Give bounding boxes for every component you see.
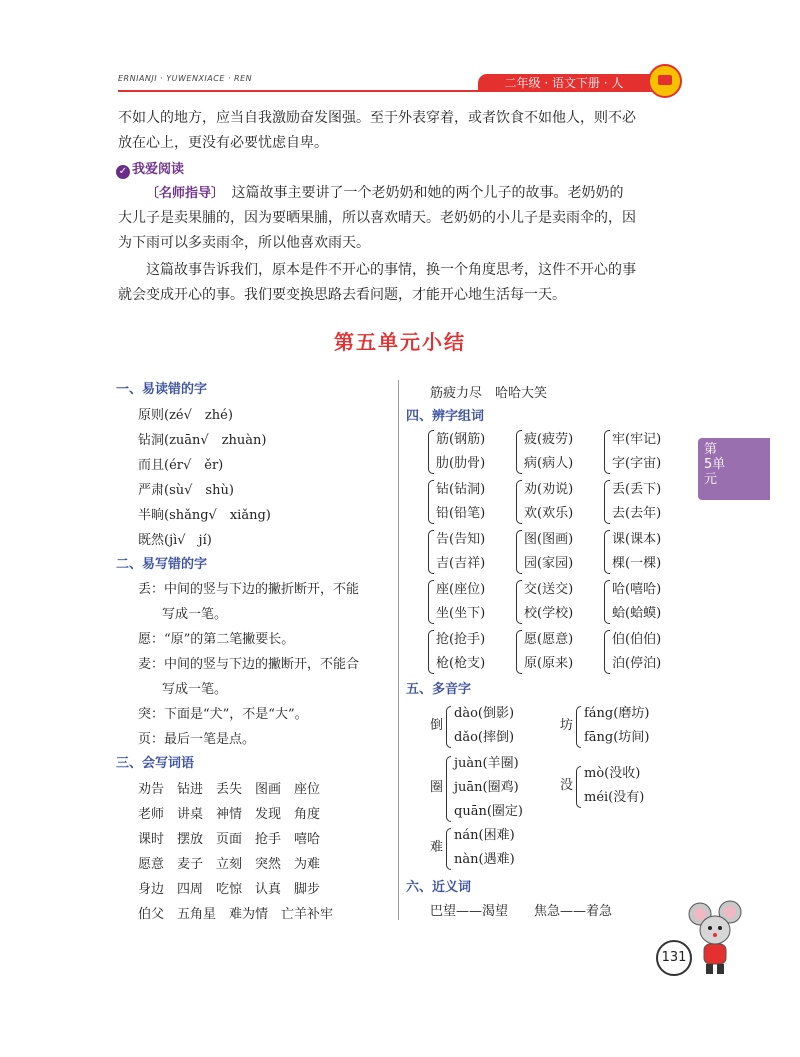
- words-row: 愿意 麦子 立刻 突然 为难: [138, 857, 321, 872]
- miswrite-item: 页：最后一笔是点。: [138, 732, 256, 747]
- header-book-title: 二年级 · 语文下册 · 人: [478, 74, 650, 92]
- distinguish-group: 疲(疲劳) 病(病人): [516, 428, 573, 476]
- book-logo-icon: [648, 64, 682, 98]
- distinguish-group: 交(送交) 校(学校): [516, 578, 573, 626]
- distinguish-group: 图(图画) 园(家园): [516, 528, 573, 576]
- miswrite-item: 丢：中间的竖与下边的撇折断开，不能: [138, 582, 360, 597]
- misread-item: 原则(zé√ zhé): [138, 408, 233, 423]
- reading-heading: ✓ 我爱阅读: [116, 158, 184, 179]
- distinguish-group: 抢(抢手) 枪(枪支): [428, 628, 485, 676]
- misread-item: 半晌(shǎng√ xiǎng): [138, 508, 271, 523]
- distinguish-group: 钻(钻洞) 铅(铅笔): [428, 478, 485, 526]
- guide-line-3: 为下雨可以多卖雨伞，所以他喜欢雨天。: [118, 235, 370, 251]
- intro-paragraph: [118, 106, 684, 156]
- mouse-mascot-icon: [686, 900, 746, 980]
- miswrite-item: 写成一笔。: [162, 682, 228, 697]
- guide-line-1: 这篇故事主要讲了一个老奶奶和她的两个儿子的故事。老奶奶的: [231, 185, 624, 201]
- unit-side-tab[interactable]: 第 5单 元: [698, 438, 770, 500]
- reading-lesson-paragraph: [118, 258, 684, 308]
- distinguish-group: 哈(嘻哈) 蛤(蛤蟆): [604, 578, 661, 626]
- header-series-text: ERNIANJI · YUWENXIACE · REN: [118, 74, 253, 83]
- intro-line-1: 不如人的地方，应当自我激励奋发图强。至于外表穿着，或者饮食不如他人，则不必: [118, 110, 636, 126]
- words-row: 身边 四周 吃惊 认真 脚步: [138, 882, 321, 897]
- check-icon: ✓: [116, 165, 130, 179]
- distinguish-group: 牢(牢记) 字(字宙): [604, 428, 661, 476]
- section-polyphone-title: 五、多音字: [406, 682, 472, 697]
- words-row: 劝告 钻进 丢失 图画 座位: [138, 782, 321, 797]
- miswrite-item: 写成一笔。: [162, 607, 228, 622]
- words-row: 伯父 五角星 难为情 亡羊补牢: [138, 907, 334, 922]
- miswrite-item: 愿：“原”的第二笔撇要长。: [138, 632, 295, 647]
- lesson-line-2: 就会变成开心的事。我们要变换思路去看问题，才能开心地生活每一天。: [118, 287, 566, 303]
- words-row-continued: 筋疲力尽 哈哈大笑: [430, 386, 548, 401]
- words-row: 老师 讲桌 神情 发现 角度: [138, 807, 321, 822]
- misread-item: 而且(ér√ ěr): [138, 458, 224, 473]
- misread-item: 钻洞(zuān√ zhuàn): [138, 433, 267, 448]
- section-misread-title: 一、易读错的字: [116, 382, 208, 397]
- distinguish-group: 丢(丢下) 去(去年): [604, 478, 661, 526]
- reading-guide-paragraph: [118, 181, 684, 256]
- synonyms-line: 巴望——渴望 焦急——着急: [430, 904, 613, 919]
- distinguish-group: 伯(伯伯) 泊(停泊): [604, 628, 661, 676]
- distinguish-group: 告(告知) 吉(吉祥): [428, 528, 485, 576]
- section-miswrite-title: 二、易写错的字: [116, 557, 208, 572]
- miswrite-item: 麦：中间的竖与下边的撇断开，不能合: [138, 657, 360, 672]
- lesson-line-1: 这篇故事告诉我们，原本是件不开心的事情，换一个角度思考，这件不开心的事: [146, 262, 636, 278]
- miswrite-item: 突：下面是“犬”，不是“大”。: [138, 707, 308, 722]
- unit-summary-title: 第五单元小结: [334, 330, 466, 354]
- distinguish-group: 愿(愿意) 原(原来): [516, 628, 573, 676]
- words-row: 课时 摆放 页面 抢手 嘻哈: [138, 832, 321, 847]
- distinguish-group: 课(课本) 棵(一棵): [604, 528, 661, 576]
- distinguish-group: 座(座位) 坐(坐下): [428, 578, 485, 626]
- page-number: 131: [656, 940, 692, 976]
- section-distinguish-title: 四、辨字组词: [406, 409, 485, 424]
- guide-line-2: 大儿子是卖果脯的，因为要晒果脯，所以喜欢晴天。老奶奶的小儿子是卖雨伞的，因: [118, 210, 636, 226]
- section-synonyms-title: 六、近义词: [406, 880, 472, 895]
- misread-item: 既然(jì√ jí): [138, 533, 212, 548]
- section-words-title: 三、会写词语: [116, 756, 195, 771]
- intro-line-2: 放在心上，更没有必要忧虑自卑。: [118, 135, 328, 151]
- misread-item: 严肃(sù√ shù): [138, 483, 234, 498]
- guide-label: 〔名师指导〕: [146, 186, 218, 201]
- column-divider: [398, 380, 399, 920]
- distinguish-group: 劝(劝说) 欢(欢乐): [516, 478, 573, 526]
- distinguish-group: 筋(钢筋) 肋(肋骨): [428, 428, 485, 476]
